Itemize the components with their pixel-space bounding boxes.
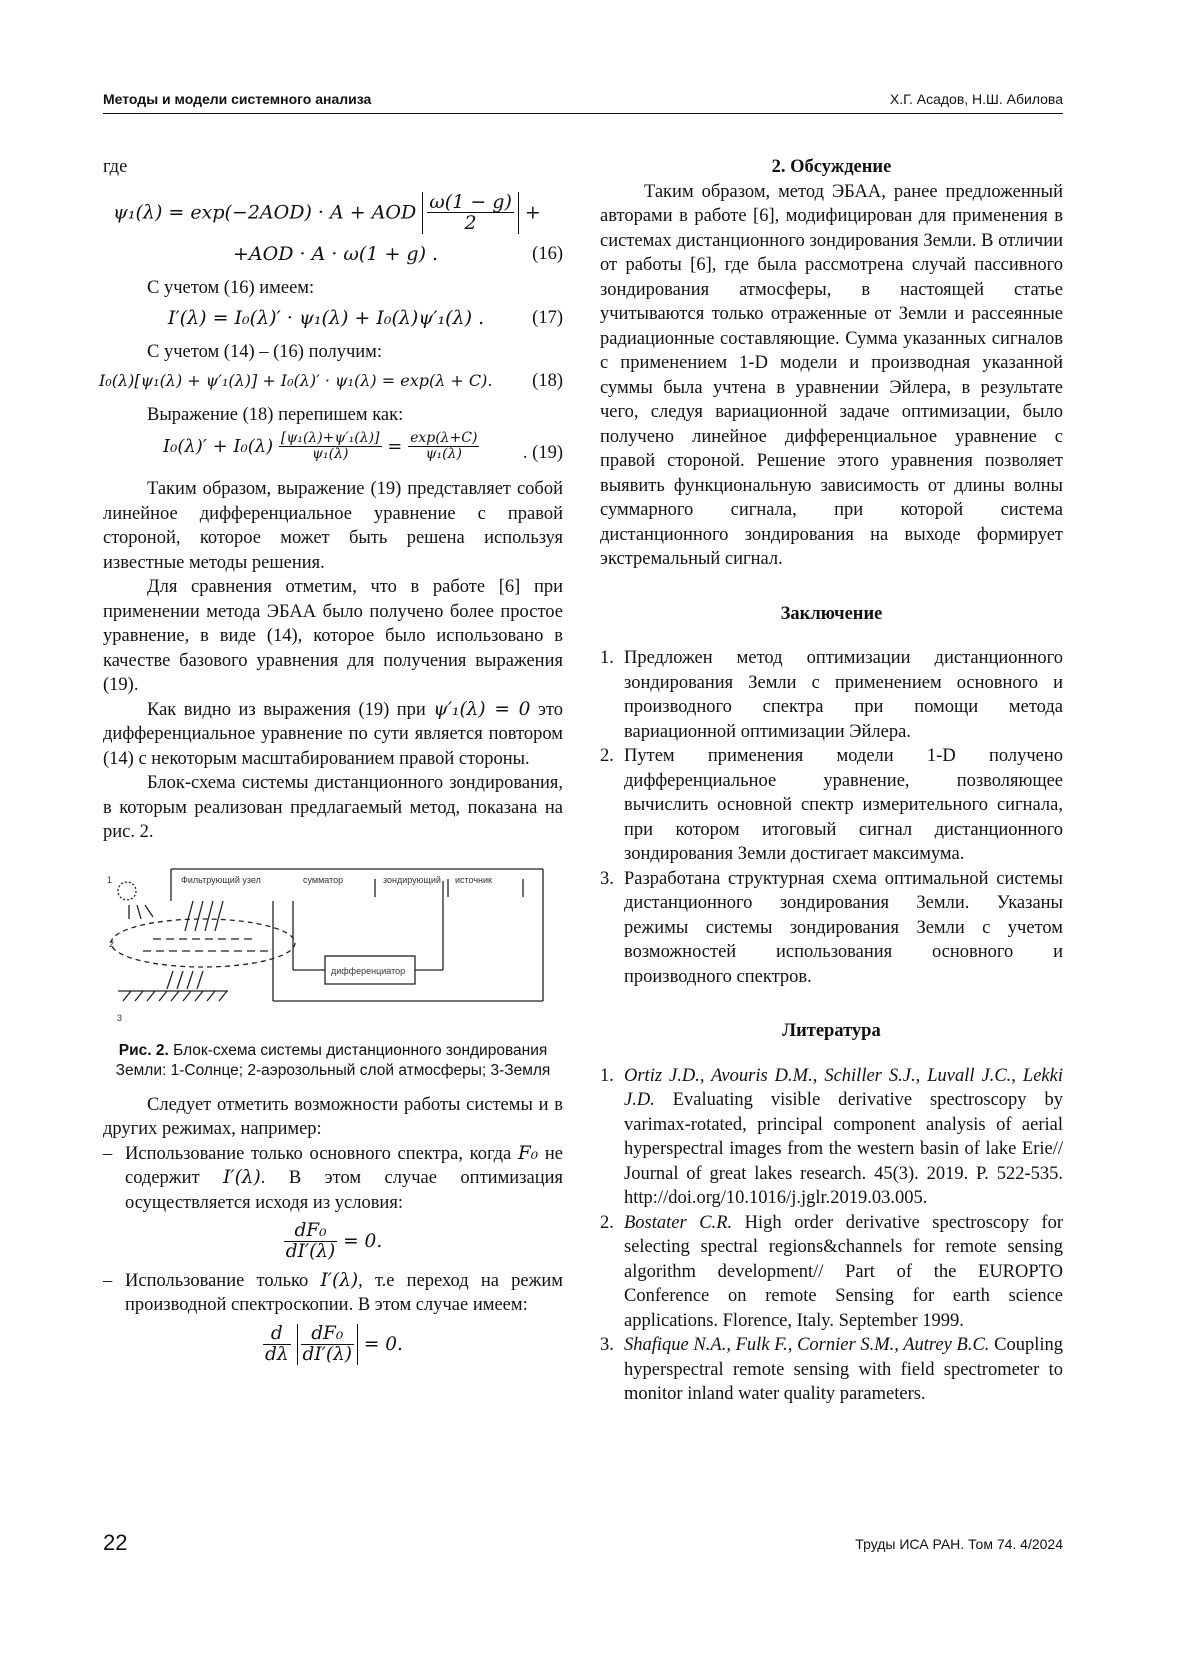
caption-label: Рис. 2. — [118, 1041, 169, 1059]
eq19-number: . (19) — [522, 443, 563, 463]
eq16-frac-num: ω(1 − g) — [429, 190, 512, 213]
eqB-rhs: = 0. — [363, 1333, 403, 1355]
reference-text: Evaluating visible derivative spectroscopy by varimax-rotated, principal component analysis of aerial hyperspectral images from the western basin of lake Erie// Journal of great lakes research. 45(3). 2019. P. 522-535. http://doi.org/10.1016/j.jglr.2019.03.005. — [624, 1090, 1063, 1208]
heading-conclusion: Заключение — [780, 603, 883, 624]
label-1: 1 — [107, 874, 113, 885]
reference-item — [600, 1064, 1063, 1211]
eqB-outer-den: dλ — [265, 1344, 289, 1366]
label-3: 3 — [117, 1012, 123, 1023]
equation-16-line1 — [103, 184, 563, 242]
header-authors: Х.Г. Асадов, Н.Ш. Абилова — [889, 91, 1063, 107]
reference-authors: Shafique N.A., Fulk F., Cornier S.M., Autrey B.C. — [624, 1335, 990, 1355]
as-seen-math: ψ′₁(λ) = 0 — [433, 698, 531, 720]
label-2: 2 — [109, 938, 115, 949]
mode1-math-2: I′(λ) — [223, 1167, 261, 1188]
mode-item-2 — [103, 1269, 563, 1318]
mode1-math-1: F₀ — [517, 1142, 539, 1164]
eq19-left: I₀(λ)′ + I₀(λ) — [163, 435, 274, 457]
block-diagram-svg — [103, 861, 563, 1031]
eq16-number: (16) — [532, 243, 563, 264]
page-number: 22 — [103, 1530, 128, 1555]
eq16-frac-den: 2 — [464, 212, 477, 235]
modes-list-2 — [103, 1269, 563, 1318]
mode2-math: I′(λ) — [320, 1269, 359, 1291]
equation-18 — [99, 369, 563, 403]
reference-authors: Ortiz J.D., Avouris D.M., Schiller S.J., Luvall J.C., Lekki J.D. — [624, 1065, 1063, 1110]
equation-condition-b — [103, 1324, 563, 1366]
caption-text: Блок-схема системы дистанционного зондирования Земли: 1-Солнце; 2-аэрозольный слой атмосферы; 3-Земля — [115, 1041, 551, 1079]
conclusion-number: 1. — [600, 648, 614, 668]
paragraph-as-seen — [103, 698, 563, 772]
paragraph-note: Следует отметить возможности работы системы и в других режимах, например: — [103, 1094, 563, 1139]
eq18-number: (18) — [532, 370, 563, 391]
conclusion-number: 2. — [600, 746, 614, 766]
right-column — [600, 155, 1063, 1407]
eq19-frac2-num: exp(λ+C) — [410, 430, 478, 446]
eq16-plus: + — [524, 200, 541, 223]
ground-hatching — [123, 991, 227, 1001]
eq16-line2: +AOD · A · ω(1 + g) . — [233, 242, 439, 265]
reference-item — [600, 1333, 1063, 1407]
paragraph-compare: Для сравнения отметим, что в работе [6] при применении метода ЭБАА было получено более простое уравнение, в виде (14), которое было использовано в качестве базового уравнения для получения выражения (19). — [103, 577, 563, 695]
eq16-lhs: ψ₁(λ) = exp(−2AOD) · A + AOD — [113, 200, 417, 223]
eq17-body: I′(λ) = I₀(λ)′ · ψ₁(λ) + I₀(λ)ψ′₁(λ) . — [167, 307, 485, 329]
references-list — [600, 1064, 1063, 1407]
equation-condition-a — [103, 1221, 563, 1263]
conclusion-list — [600, 646, 1063, 989]
figure-2-block-diagram — [103, 861, 563, 1031]
eq19-equals: = — [387, 435, 403, 457]
conclusion-number: 3. — [600, 868, 614, 889]
paragraph-block-scheme: Блок-схема системы дистанционного зондирования, в которым реализован предлагаемый метод, показана на рис. 2. — [103, 773, 563, 842]
sun-icon — [118, 882, 136, 900]
paragraph-thus: Таким образом, выражение (19) представляет собой линейное дифференциальное уравнение с правой стороной, которое может быть решена используя известные методы решения. — [103, 479, 563, 573]
eqA-rhs: = 0. — [343, 1230, 383, 1252]
eqB-inner-num: dF₀ — [301, 1324, 355, 1345]
reference-number: 2. — [600, 1212, 614, 1233]
eq19-fraction-1 — [279, 431, 382, 463]
header-section: Методы и модели системного анализа — [103, 91, 372, 107]
running-header — [103, 91, 1063, 114]
text-where: где — [103, 157, 128, 177]
eqA-fraction — [284, 1221, 338, 1263]
dash-mark: – — [103, 1143, 113, 1164]
eqA-num: dF₀ — [284, 1221, 338, 1242]
reference-number: 3. — [600, 1335, 614, 1355]
eq19-frac1-den: ψ₁(λ) — [312, 446, 349, 463]
sun-rays — [129, 905, 153, 919]
equation-16-line2 — [103, 242, 563, 276]
reference-text: High order derivative spectroscopy for selecting spectral regions&channels for remote sensing algorithm development// Part of the EUROPTO Conference on remote Sensing for earth science applications. Florence, Italy. September 1999. — [624, 1212, 1063, 1331]
eq16-fraction — [427, 192, 514, 235]
mode2-text-a: Использование только — [125, 1270, 321, 1291]
ground-rays — [167, 971, 203, 989]
text-with-16: С учетом (16) имеем: — [147, 277, 315, 298]
eqA-den: dI′(λ) — [285, 1241, 336, 1263]
modes-list — [103, 1142, 563, 1216]
conclusion-item — [600, 744, 1063, 867]
reference-authors: Bostater C.R. — [624, 1212, 733, 1233]
probe-box-label: зондирующий — [383, 874, 441, 885]
eqB-outer-num: d — [263, 1324, 291, 1345]
equation-17 — [103, 306, 563, 340]
mode-item-1 — [103, 1142, 563, 1216]
reference-number: 1. — [600, 1065, 614, 1086]
summator-box-label: сумматор — [303, 874, 344, 885]
mode1-text-c: . В этом случае оптимизация осуществляется исходя из условия: — [125, 1168, 564, 1213]
conclusion-text: Предложен метод оптимизации дистанционного зондирования Земли с применением основного и производного спектра при помощи метода вариационной оптимизации Эйлера. — [624, 648, 1063, 742]
differentiator-label: дифференциатор — [331, 965, 406, 976]
journal-footer: Труды ИСА РАН. Том 74. 4/2024 — [855, 1536, 1063, 1552]
mode2-text-b: , т.е переход на режим производной спектроскопии. В этом случае имеем: — [125, 1270, 563, 1316]
mode1-text-b: не содержит — [125, 1143, 563, 1188]
conclusion-text: Путем применения модели 1-D получено дифференциальное уравнение, позволяющее вычислить основной спектр измерительного сигнала, при котором итоговый сигнал дистанционного зондирования Земли достигает максимума. — [624, 746, 1063, 864]
reflected-rays — [185, 901, 223, 931]
heading-references: Литература — [782, 1021, 881, 1041]
heading-discussion: 2. Обсуждение — [771, 157, 892, 177]
conclusion-item — [600, 867, 1063, 990]
as-seen-a: Как видно из выражения (19) при — [147, 699, 434, 720]
conclusion-item — [600, 646, 1063, 744]
equation-19 — [103, 429, 563, 477]
aerosol-layer-ellipse — [111, 919, 295, 967]
eqB-inner-den: dI′(λ) — [302, 1344, 353, 1366]
mode1-text-a: Использование только основного спектра, когда — [125, 1143, 518, 1164]
eq19-fraction-2 — [408, 431, 479, 463]
source-box-label: источник — [455, 874, 492, 885]
eq18-body: I₀(λ)[ψ₁(λ) + ψ′₁(λ)] + I₀(λ)′ · ψ₁(λ) = exp(λ + C). — [99, 370, 493, 390]
eq19-frac1-num: [ψ₁(λ)+ψ′₁(λ)] — [280, 430, 380, 446]
eqB-outer-fraction — [263, 1324, 291, 1366]
reference-item — [600, 1211, 1063, 1334]
paragraph-discussion: Таким образом, метод ЭБАА, ранее предложенный авторами в работе [6], модифицирован для применения в системах дистанционного зондирования Земли. В отличии от работы [6], где была рассмотрена случай пассивного зондирования атмосферы, в настоящей статье учитываются только отраженные от Земли и рассеянные радиационные составляющие. Сумма указанных сигналов с применением 1-D модели и производная указанной суммы была учтена в уравнении Эйлера, в результате чего, следуя вариационной задаче оптимизации, было получено линейное дифференциальное уравнение с правой стороной. Решение этого уравнения позволяет выявить функциональную зависимость от длины волны суммарного сигнала, при которой система дистанционного зондирования на выходе формирует экстремальный сигнал. — [600, 181, 1063, 569]
filter-box-label: Фильтрующий узел — [181, 874, 261, 885]
eq19-frac2-den: ψ₁(λ) — [425, 446, 462, 463]
conclusion-text: Разработана структурная схема оптимальной системы дистанционного зондирования Земли. Указаны режимы системы зондирования Земли с учетом возможностей использования основного и производного спектров. — [624, 868, 1063, 987]
figure-caption — [103, 1041, 563, 1081]
as-seen-b: это дифференциальное уравнение по сути является повтором (14) с некоторым масштабированием правой стороны. — [103, 699, 563, 769]
text-rewrite: Выражение (18) перепишем как: — [147, 404, 404, 425]
left-column — [99, 155, 564, 1371]
dash-mark-2: – — [103, 1270, 113, 1291]
text-with-14-16: С учетом (14) – (16) получим: — [147, 342, 383, 362]
reference-text: Coupling hyperspectral remote sensing with field spectrometer to monitor inland water quality parameters. — [624, 1335, 1063, 1404]
eq17-number: (17) — [532, 308, 563, 328]
eqB-inner-fraction — [301, 1324, 355, 1366]
